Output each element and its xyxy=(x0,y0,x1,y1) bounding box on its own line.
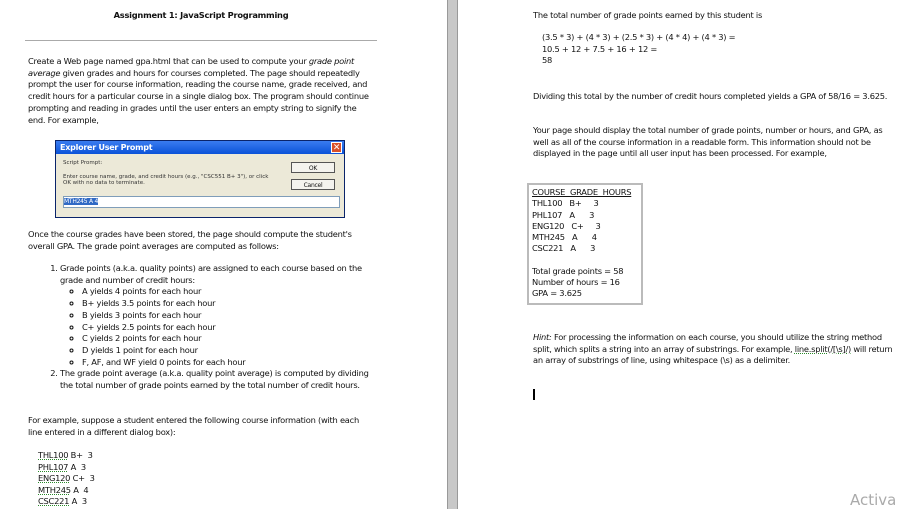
table-header: COURSE GRADE HOURS xyxy=(532,187,632,197)
table-row: PHL107 A 3 xyxy=(532,209,595,220)
hours: 4 xyxy=(83,484,89,495)
page-separator xyxy=(447,0,458,509)
list-item: 2. The grade point average (a.k.a. quality point average) is computed by dividing the total number of grade points earned by the total number of credit hours. xyxy=(60,368,378,391)
hint-paragraph xyxy=(533,332,893,367)
course-line xyxy=(38,496,95,508)
text: will return an array of substrings of line, using whitespace (\s) as a delimiter. xyxy=(533,343,893,366)
code-example: line.split(/[\s]/) xyxy=(794,343,851,354)
selected-input-text: MTH245 A 4 xyxy=(64,198,99,205)
sample-output-box xyxy=(527,183,643,305)
course-line xyxy=(38,462,95,474)
hours: 3 xyxy=(89,473,95,484)
course-line xyxy=(38,450,95,462)
text-cursor xyxy=(533,389,535,400)
rules-list xyxy=(28,263,378,392)
list-item: ◦ F, AF, and WF yield 0 points for each hour xyxy=(82,357,378,369)
table-row: THL100 B+ 3 xyxy=(532,198,599,209)
table-row: ENG120 C+ 3 xyxy=(532,220,601,231)
calc-line: 10.5 + 12 + 7.5 + 16 + 12 = xyxy=(542,43,658,54)
intro-paragraph xyxy=(28,56,373,126)
list-item: ◦ A yields 4 points for each hour xyxy=(82,286,378,298)
course-name: PHL107 xyxy=(38,461,69,472)
course-name: CSC221 xyxy=(38,496,70,507)
gpa-value: GPA = 3.625 xyxy=(532,288,582,299)
dialog-message: Enter course name, grade, and credit hours (e.g., "CSC551 B+ 3"), or click OK with no data to terminate. xyxy=(63,174,269,186)
prompt-input[interactable] xyxy=(63,196,340,208)
grade: A xyxy=(73,484,79,495)
grade: C+ xyxy=(72,473,85,484)
course-name: MTH245 xyxy=(38,484,71,495)
grade: A xyxy=(71,496,78,507)
activation-watermark: Activa xyxy=(850,491,897,509)
total-points-paragraph: The total number of grade points earned by this student is xyxy=(533,10,763,20)
list-item: ◦ B yields 3 points for each hour xyxy=(82,310,378,322)
course-name: THL100 xyxy=(38,450,69,460)
hours: 3 xyxy=(81,496,87,507)
document-page-left xyxy=(0,0,447,509)
course-input-list xyxy=(38,450,95,508)
number-of-hours: Number of hours = 16 xyxy=(532,277,620,288)
hours: 3 xyxy=(80,461,86,472)
course-line xyxy=(38,473,95,485)
compute-paragraph: Once the course grades have been stored, the page should compute the student's overall GPA. The grade point averages are computed as follows: xyxy=(28,229,352,251)
calc-line: 58 xyxy=(542,55,553,66)
horizontal-rule xyxy=(25,40,377,41)
table-row: CSC221 A 3 xyxy=(532,243,596,254)
course-line xyxy=(38,485,95,497)
list-item: ◦ C+ yields 2.5 points for each hour xyxy=(82,322,378,334)
italic-term: grade point average xyxy=(28,56,355,78)
close-icon[interactable]: ✕ xyxy=(332,143,341,153)
cancel-button[interactable]: Cancel xyxy=(291,179,335,190)
list-item: ◦ C yields 2 points for each hour xyxy=(82,333,378,345)
grade: B+ xyxy=(70,450,83,460)
assignment-title: Assignment 1: JavaScript Programming xyxy=(113,10,289,20)
dialog-title: Explorer User Prompt xyxy=(56,141,344,154)
dialog-label: Script Prompt: xyxy=(63,160,103,166)
gpa-paragraph: Dividing this total by the number of credit hours completed yields a GPA of 58/16 = 3.625. xyxy=(533,91,888,101)
hours: 3 xyxy=(87,450,93,460)
text: For processing the information on each course, you should utilize the string method split, which splits a string into an array of substrings. For example, xyxy=(533,332,882,354)
list-item: ◦ D yields 1 point for each hour xyxy=(82,345,378,357)
text: Grade points (a.k.a. quality points) are assigned to each course based on the grade and number of credit hours: xyxy=(60,263,362,285)
list-item: ◦ B+ yields 3.5 points for each hour xyxy=(82,298,378,310)
example-paragraph: For example, suppose a student entered the following course information (with each line entered in a different dialog box): xyxy=(28,415,359,437)
text: given grades and hours for courses completed. The page should repeatedly prompt the user for course information, reading the course name, grade received, and credit hours for a particular course in a single dialog box. The program should continue prompting and reading in grades until the user enters an empty string to signify the end. For example, xyxy=(28,67,369,125)
display-paragraph: Your page should display the total number of grade points, number or hours, and GPA, as well as all of the course information in a readable form. This information should not be displayed in the page until all user input has been processed. For example, xyxy=(533,125,883,159)
ok-button[interactable]: OK xyxy=(291,162,335,173)
document-page-right xyxy=(458,0,903,509)
table-row: MTH245 A 4 xyxy=(532,232,597,243)
explorer-user-prompt-dialog xyxy=(55,140,345,218)
course-name: ENG120 xyxy=(38,473,71,484)
hint-label: Hint: xyxy=(533,332,552,342)
grade: A xyxy=(70,461,77,472)
calculation xyxy=(542,32,735,67)
calc-line: (3.5 * 3) + (4 * 3) + (2.5 * 3) + (4 * 4) + (4 * 3) = xyxy=(542,32,736,42)
text: Create a Web page named gpa.html that can be used to compute your xyxy=(28,56,309,66)
list-item xyxy=(60,263,378,368)
total-grade-points: Total grade points = 58 xyxy=(532,265,624,276)
